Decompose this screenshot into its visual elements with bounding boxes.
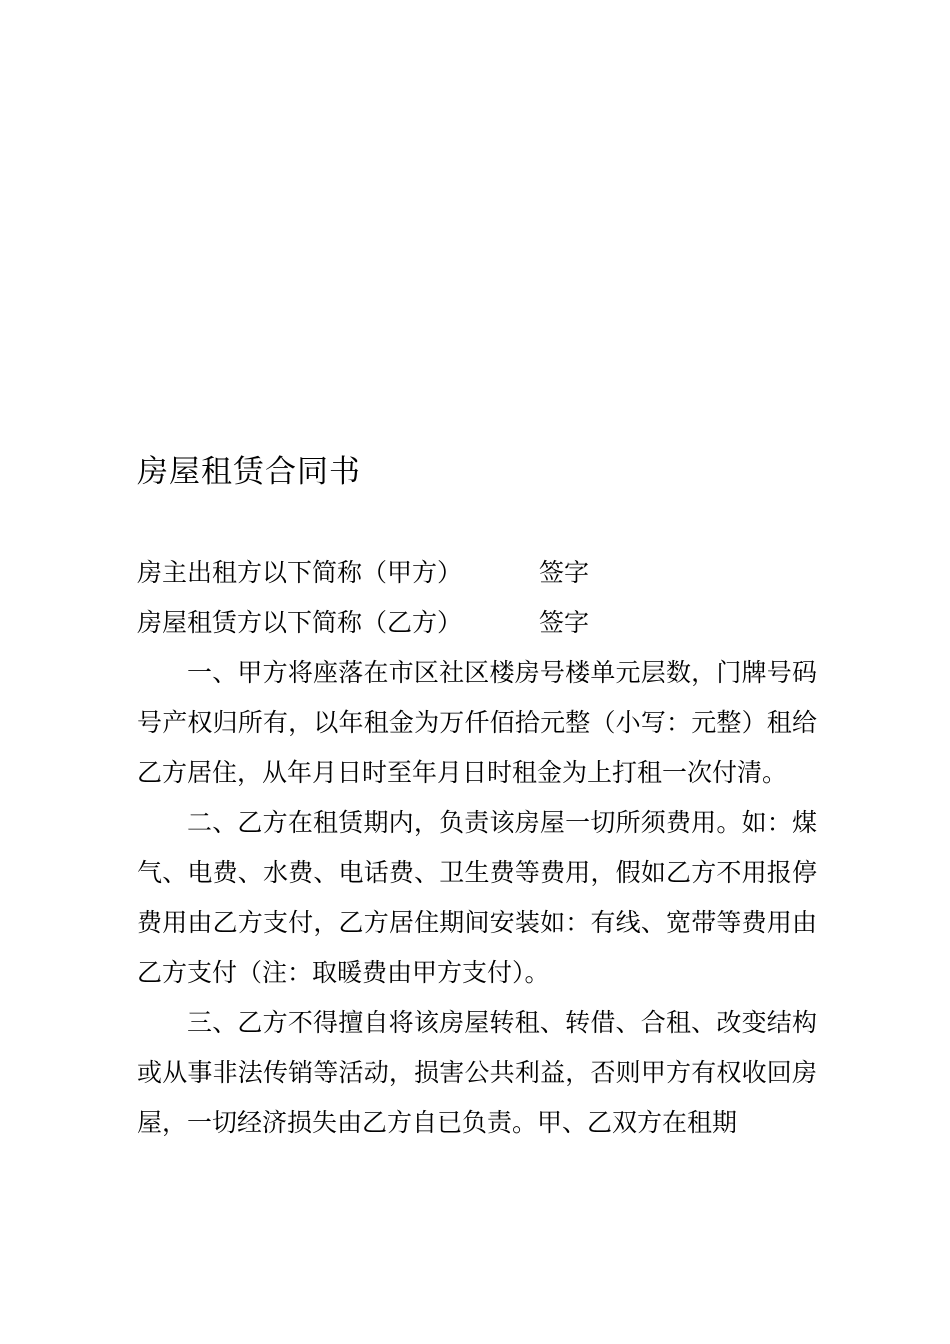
party-line-tenant	[137, 598, 817, 648]
party-label: 房屋租赁方以下简称（乙方）	[137, 608, 463, 637]
signature-label: 签字	[539, 558, 590, 587]
party-label: 房主出租方以下简称（甲方）	[137, 558, 463, 587]
document-title: 房屋租赁合同书	[137, 454, 361, 490]
party-line-landlord	[137, 548, 817, 598]
signature-label: 签字	[539, 608, 590, 637]
clause-paragraph: 三、乙方不得擅自将该房屋转租、转借、合租、改变结构或从事非法传销等活动，损害公共利益，否则甲方有权收回房屋，一切经济损失由乙方自已负责。甲、乙双方在租期	[137, 1008, 817, 1137]
clause-paragraph: 二、乙方在租赁期内，负责该房屋一切所须费用。如：煤气、电费、水费、电话费、卫生费等费用，假如乙方不用报停费用由乙方支付，乙方居住期间安装如：有线、宽带等费用由乙方支付（注：取暖费由甲方支付）。	[137, 808, 817, 987]
document-body	[137, 548, 817, 1148]
clause-paragraph: 一、甲方将座落在市区社区楼房号楼单元层数，门牌号码号产权归所有，以年租金为万仟佰拾元整（小写：元整）租给乙方居住，从年月日时至年月日时租金为上打租一次付清。	[137, 658, 817, 787]
